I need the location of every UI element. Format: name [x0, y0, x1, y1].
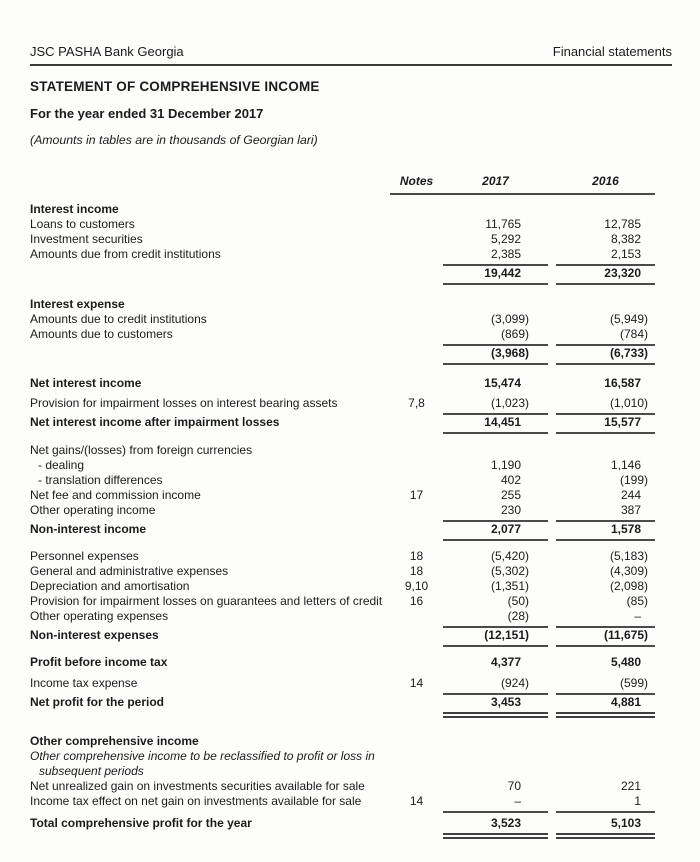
table-spacer [30, 365, 672, 376]
table-row [30, 816, 672, 839]
table-row [30, 232, 672, 247]
value-2016: 5,103 [556, 816, 655, 839]
value-2016: 4,881 [556, 695, 655, 718]
table-row [30, 794, 672, 813]
row-label: Other operating income [30, 503, 156, 517]
value-2016: (784) [556, 327, 655, 346]
note-reference [390, 262, 443, 266]
row-label: - dealing [38, 458, 85, 472]
row-label: Other comprehensive income to be reclassified to profit or loss in subsequent periods [30, 749, 375, 778]
row-label: Investment securities [30, 232, 143, 246]
table-spacer [30, 718, 672, 734]
value-2016: (6,733) [556, 346, 655, 365]
value-2016: 1,578 [556, 522, 655, 541]
row-label: Income tax effect on net gain on investments available for sale [30, 794, 362, 808]
table-spacer [30, 285, 672, 297]
table-row [30, 376, 672, 391]
row-label [30, 361, 390, 365]
value-2016: 5,480 [610, 655, 641, 669]
value-2016: (599) [556, 676, 655, 695]
table-row [30, 749, 672, 779]
column-gap [548, 262, 556, 266]
column-header-label-spacer [30, 174, 390, 195]
value-2017: 3,453 [443, 695, 548, 718]
row-label: Amounts due to customers [30, 327, 173, 341]
value-2017: 5,292 [490, 232, 521, 246]
value-2016: (85) [626, 594, 648, 608]
row-label: Other comprehensive income [30, 734, 199, 748]
table-row [30, 655, 672, 670]
column-gap [548, 624, 556, 628]
note-reference: 18 [409, 549, 424, 563]
value-2017: (12,151) [443, 628, 548, 647]
value-2017: 4,377 [490, 655, 521, 669]
column-gap [548, 831, 556, 839]
value-2016: 1 [556, 794, 655, 813]
note-reference: 14 [409, 794, 424, 808]
row-label: Net fee and commission income [30, 488, 201, 502]
note-reference [390, 537, 443, 541]
value-2017: 3,523 [443, 816, 548, 839]
row-label: Net interest income [30, 376, 142, 390]
note-reference: 18 [409, 564, 424, 578]
note-reference [390, 430, 443, 434]
note-reference [390, 643, 443, 647]
column-gap [548, 281, 556, 285]
column-gap [548, 430, 556, 434]
units-note: (Amounts in tables are in thousands of Georgian lari) [30, 133, 318, 147]
value-2017: (5,420) [490, 549, 529, 563]
value-2016: 8,382 [610, 232, 641, 246]
value-2017: (28) [443, 609, 548, 628]
value-2016: 23,320 [556, 266, 655, 285]
note-reference [390, 361, 443, 365]
table-row [30, 594, 672, 609]
note-reference [390, 342, 443, 346]
row-label [30, 281, 390, 285]
table-row [30, 415, 672, 434]
note-reference [390, 281, 443, 285]
row-label: Amounts due from credit institutions [30, 247, 221, 261]
table-row [30, 458, 672, 473]
row-label: Interest income [30, 202, 119, 216]
row-label: - translation differences [38, 473, 163, 487]
value-2017: – [443, 794, 548, 813]
row-label: Net gains/(losses) from foreign currencies [30, 443, 253, 457]
page-title: STATEMENT OF COMPREHENSIVE INCOME [30, 79, 320, 94]
value-2017: 19,442 [443, 266, 548, 285]
value-2017: 1,190 [490, 458, 521, 472]
table-row [30, 327, 672, 346]
value-2016: 387 [556, 503, 655, 522]
value-2016: – [556, 609, 655, 628]
value-2017: 14,451 [443, 415, 548, 434]
column-gap [548, 691, 556, 695]
row-label: Interest expense [30, 297, 125, 311]
row-label: Non-interest expenses [30, 628, 159, 642]
table-row [30, 564, 672, 579]
row-label: Profit before income tax [30, 655, 168, 669]
value-2017: 11,765 [485, 217, 521, 231]
table-row [30, 297, 672, 312]
value-2016: (5,183) [609, 549, 648, 563]
note-reference: 7,8 [408, 396, 425, 410]
row-label: Amounts due to credit institutions [30, 312, 207, 326]
column-gap [548, 342, 556, 346]
table-row [30, 628, 672, 647]
note-reference [390, 831, 443, 839]
table-row [30, 734, 672, 749]
table-row [30, 247, 672, 266]
value-2017: 70 [507, 779, 521, 793]
value-2017: (3,968) [443, 346, 548, 365]
value-2016: (4,309) [609, 564, 648, 578]
column-header-notes: Notes [399, 174, 434, 188]
table-row [30, 609, 672, 628]
column-gap [548, 411, 556, 415]
value-2017: (1,351) [490, 579, 529, 593]
value-2016: (11,675) [556, 628, 655, 647]
value-2016: 1,146 [610, 458, 641, 472]
row-label: Net unrealized gain on investments securities available for sale [30, 779, 365, 793]
table-row [30, 695, 672, 718]
table-spacer [30, 647, 672, 655]
table-row [30, 579, 672, 594]
value-2016: 2,153 [556, 247, 655, 266]
table-row [30, 396, 672, 415]
value-2016: (2,098) [609, 579, 648, 593]
running-header [30, 44, 672, 66]
table-row [30, 488, 672, 503]
row-label: Loans to customers [30, 217, 135, 231]
column-gap [548, 518, 556, 522]
value-2017: (3,099) [490, 312, 529, 326]
table-row [30, 503, 672, 522]
table-row [30, 202, 672, 217]
row-label: Provision for impairment losses on guarantees and letters of credit [30, 594, 383, 608]
column-gap [548, 361, 556, 365]
row-label: Income tax expense [30, 676, 138, 690]
value-2017: (5,302) [490, 564, 529, 578]
note-reference [390, 710, 443, 718]
value-2016: 16,587 [604, 376, 641, 390]
value-2017: 15,474 [484, 376, 521, 390]
row-label: Depreciation and amortisation [30, 579, 190, 593]
note-reference: 14 [409, 676, 424, 690]
row-label: General and administrative expenses [30, 564, 229, 578]
value-2016: (199) [619, 473, 648, 487]
note-reference [390, 624, 443, 628]
row-label: Provision for impairment losses on interest bearing assets [30, 396, 338, 410]
period-subtitle: For the year ended 31 December 2017 [30, 106, 264, 121]
column-gap [548, 643, 556, 647]
value-2016: 15,577 [556, 415, 655, 434]
table-row [30, 266, 672, 285]
column-gap [548, 537, 556, 541]
table-body [30, 195, 672, 839]
value-2016: (1,010) [556, 396, 655, 415]
note-reference: 16 [409, 594, 424, 608]
table-header-columns [390, 174, 655, 195]
row-label: Other operating expenses [30, 609, 169, 623]
value-2016: 221 [620, 779, 641, 793]
company-name: JSC PASHA Bank Georgia [30, 44, 184, 59]
table-row [30, 676, 672, 695]
table-row [30, 346, 672, 365]
table-row [30, 312, 672, 327]
note-reference: 9,10 [404, 579, 429, 593]
row-label: Non-interest income [30, 522, 147, 536]
value-2016: 12,785 [604, 217, 641, 231]
row-label: Net profit for the period [30, 695, 164, 709]
table-row [30, 522, 672, 541]
row-label: Personnel expenses [30, 549, 139, 563]
table-header-row [30, 174, 672, 195]
column-gap [548, 710, 556, 718]
value-2017: (869) [443, 327, 548, 346]
row-label: Total comprehensive profit for the year [30, 816, 252, 830]
table-spacer [30, 541, 672, 549]
column-header-2017: 2017 [482, 174, 509, 188]
table-row [30, 443, 672, 458]
column-header-2016: 2016 [592, 174, 619, 188]
table-row [30, 549, 672, 564]
document-type-label: Financial statements [552, 44, 672, 59]
table-spacer [30, 434, 672, 443]
table-row [30, 473, 672, 488]
value-2016: 244 [620, 488, 641, 502]
value-2017: 2,385 [443, 247, 548, 266]
value-2017: (1,023) [443, 396, 548, 415]
value-2017: 255 [500, 488, 521, 502]
note-reference [390, 518, 443, 522]
value-2017: 230 [443, 503, 548, 522]
value-2017: (924) [443, 676, 548, 695]
table-row [30, 779, 672, 794]
column-gap [548, 809, 556, 813]
value-2016: (5,949) [609, 312, 648, 326]
note-reference: 17 [409, 488, 424, 502]
value-2017: 402 [500, 473, 521, 487]
table-row [30, 217, 672, 232]
value-2017: 2,077 [443, 522, 548, 541]
column-gap [548, 174, 556, 189]
value-2017: (50) [507, 594, 529, 608]
row-label: Net interest income after impairment losses [30, 415, 280, 429]
income-statement-table [30, 174, 672, 839]
